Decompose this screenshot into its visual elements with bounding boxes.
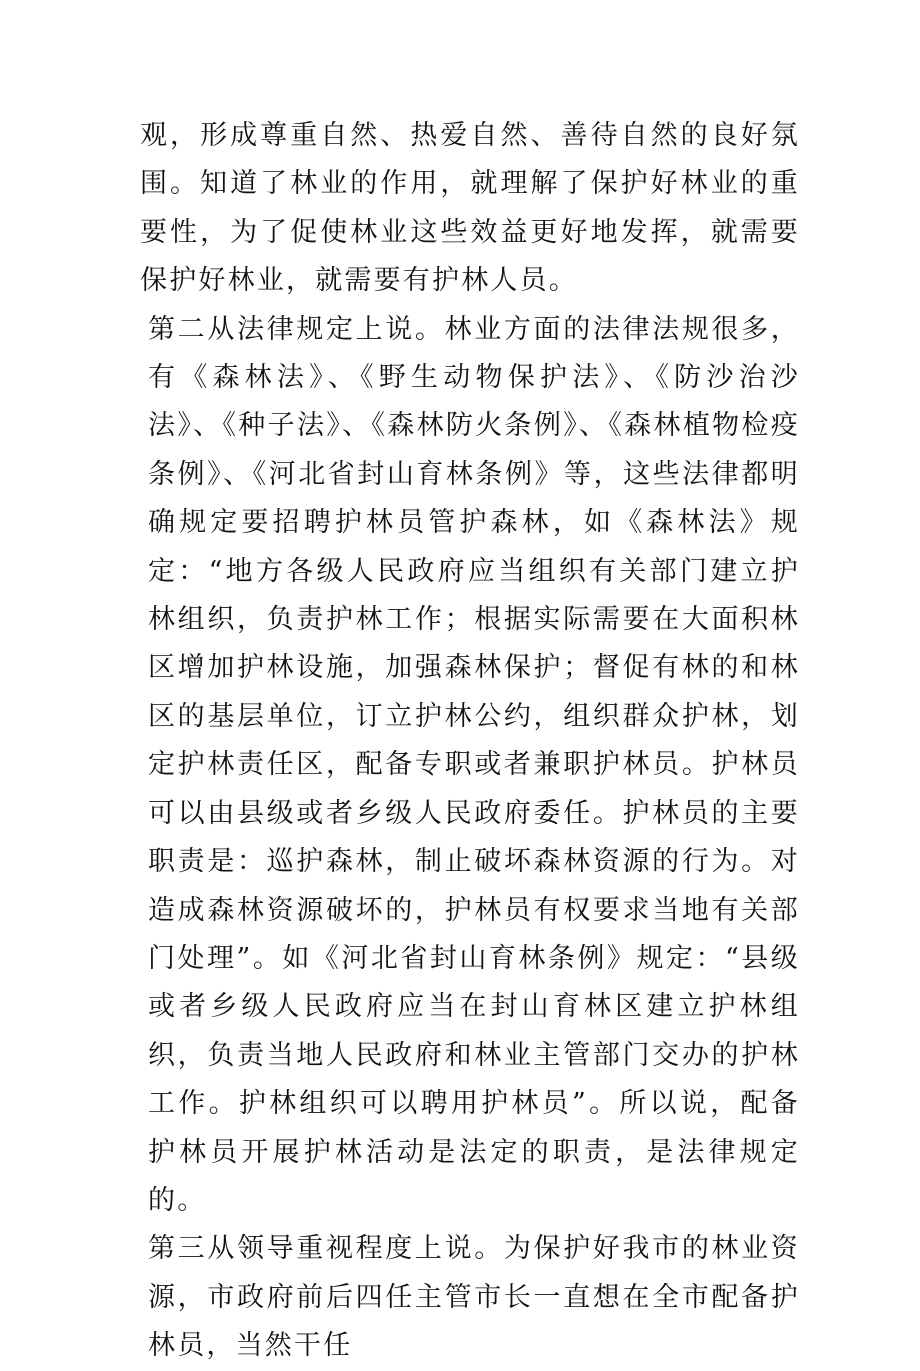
document-body — [140, 112, 800, 1371]
paragraph-legal-provisions: 第二从法律规定上说。林业方面的法律法规很多，有《森林法》、《野生动物保护法》、《防沙治沙法》、《种子法》、《森林防火条例》、《森林植物检疫条例》、《河北省封山育林条例》等，这些法律都明确规定要招聘护林员管护森林，如《森林法》规定：“地方各级人民政府应当组织有关部门建立护林组织，负责护林工作；根据实际需要在大面积林区增加护林设施，加强森林保护；督促有林的和林区的基层单位，订立护林公约，组织群众护林，划定护林责任区，配备专职或者兼职护林员。护林员可以由县级或者乡级人民政府委任。护林员的主要职责是：巡护森林，制止破坏森林资源的行为。对造成森林资源破坏的，护林员有权要求当地有关部门处理”。如《河北省封山育林条例》规定：“县级或者乡级人民政府应当在封山育林区建立护林组织，负责当地人民政府和林业主管部门交办的护林工作。护林组织可以聘用护林员”。所以说，配备护林员开展护林活动是法定的职责，是法律规定的。 — [148, 313, 800, 1216]
paragraph-continuation: 观，形成尊重自然、热爱自然、善待自然的良好氛围。知道了林业的作用，就理解了保护好林业的重要性，为了促使林业这些效益更好地发挥，就需要保护好林业，就需要有护林人员。 — [140, 120, 800, 297]
paragraph-leadership: 第三从领导重视程度上说。为保护好我市的林业资源，市政府前后四任主管市长一直想在全市配备护林员，当然干任 — [148, 1233, 800, 1362]
